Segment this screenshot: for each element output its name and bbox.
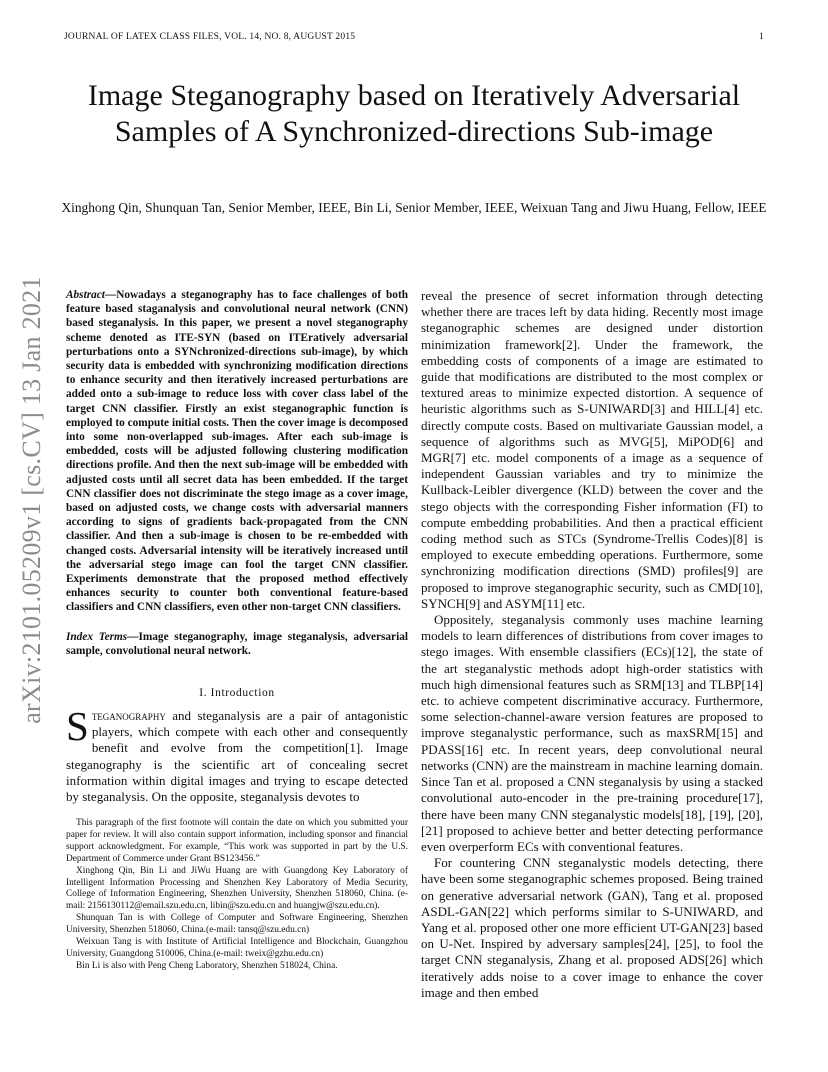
footnote: Xinghong Qin, Bin Li and JiWu Huang are with Guangdong Key Laboratory of Intelligent Information Processing and Shenzhen Key Laboratory of Media Security, College of Information Engineering, Shenzhen University, Shenzhen 518060, China. (e-mail: 2156130112@email.szu.edu.cn, libin@szu.edu.cn and huangjw@szu.edu.cn).: [66, 865, 408, 912]
intro-text: and steganalysis are a pair of antagonistic players, which compete with each other and consequently benefit and evolve from the competition[1]. Image steganography is the scientific art of concealing secret information within digital images and trying to escape detected by steganalysis. On the opposite, steganalysis devotes to: [66, 708, 408, 805]
footnote: Weixuan Tang is with Institute of Artificial Intelligence and Blockchain, Guangzhou University, Guangdong 510006, China.(e-mail: tweix@gzhu.edu.cn): [66, 937, 408, 959]
arxiv-stamp: [12, 276, 52, 724]
author-list: Xinghong Qin, Shunquan Tan, Senior Member, IEEE, Bin Li, Senior Member, IEEE, Weixuan Tang and Jiwu Huang, Fellow, IEEE: [61, 200, 767, 215]
page-number: 1: [759, 32, 764, 42]
body-paragraph: reveal the presence of secret information through detecting whether there are traces left by data hiding. Recently most image steganographic schemes are designed under distortion minimization framework[2]. Under the framework, the embedding costs of components of a image are estimated to guide that modifications are distributed to the most complex or textured areas to minimize expected distortion. A sequence of heuristic algorithms such as S-UNIWARD[3] and HILL[4] etc. directly compute costs. Based on multivariate Gaussian model, a sequence of algorithms such as MVG[5], MiPOD[6] and MGR[7] etc. model components of a image as a sequence of independent Gaussian variables and try to minimize the Kullback-Leibler divergence (KLD) between the cover and the stego objects with the corresponding Fisher information (FI) to compute embedding probabilities. And then a practical efficient coding method such as STCs (Syndrome-Trellis Codes)[8] is employed to execute embedding operations. Furthermore, some synchronizing modification directions (SMD) profiles[9] are proposed to improve steganographic security, such as CMD[10], SYNCH[9] and ASYM[11] etc.: [421, 288, 763, 611]
index-terms-label: Index Terms: [66, 631, 128, 643]
drop-cap: S: [66, 703, 89, 749]
body-paragraph: For countering CNN steganalystic models detecting, there have been some steganographic schemes proposed. Being trained on generative adversarial network (GAN), Tang et al. proposed ASDL-GAN[22] which performs similar to S-UNIWARD, and Yang et al. proposed other one more efficient UT-GAN[23] based on U-Net. Inspired by adversary samples[24], [25], to fool the target CNN steganalysis, Zhang et al. proposed ADS[26] which iteratively adds noise to a cover image to enhance the cover image and then embed: [421, 855, 763, 1000]
index-terms-text: —Image steganography, image steganalysis, adversarial sample, convolutional neural network.: [66, 631, 408, 658]
intro-caps-word: teganography: [91, 708, 166, 723]
section-heading-introduction: I. Introduction: [199, 687, 275, 699]
footnotes: [66, 818, 408, 973]
arxiv-identifier: arXiv:2101.05209v1 [cs.CV] 13 Jan 2021: [17, 276, 46, 724]
index-terms: [66, 630, 408, 658]
body-paragraph: Oppositely, steganalysis commonly uses machine learning models to learn differences of distributions from cover images to stego images. With ensemble classifiers (ECs)[12], the state of the art steganalystic methods adopt high-order statistics with much high dimensional features such as SRM[13] and TLBP[14] etc. to achieve competent discriminative accuracy. Furthermore, some selection-channel-aware version features are proposed to improve steganalystic performance, such as maxSRM[15] and PDASS[16] etc. In recent years, deep convolutional neural networks (CNN) are the mainstream in machine learning domain. Since Tan et al. proposed a CNN steganalysis by using a stacked convolutional auto-encoder in the pre-training procedure[17], there have been many CNN steganalystic models[18], [19], [20], [21] proposed to achieve better and better detecting performance even overperform ECs with conventional features.: [421, 612, 763, 854]
abstract-text: —Nowadays a steganography has to face challenges of both feature based staganalysis and convolutional neural network (CNN) based steganalysis. In this paper, we present a novel steganography scheme denoted as ITE-SYN (based on ITEratively adversarial perturbations onto a SYNchronized-directions sub-image), by which security data is embedded with synchronizing modification directions to enhance security and then iteratively increased perturbations are added onto a sub-image to reduce loss with cover class label of the target CNN classifier. Firstly an exist steganographic function is employed to compute initial costs. Then the cover image is decomposed into some non-overlapped sub-images. After each sub-image is embedded, costs will be adjusted following clustering modification directions profile. And then the next sub-image will be embedded with adjusted costs until all secret data has been embedded. If the target CNN classifier does not discriminate the stego image as a cover image, based on adjusted costs, we change costs with adversarial manners according to signs of gradients back-propagated from the CNN classifier. And then a sub-image is chosen to be re-embedded with changed costs. Adversarial intensity will be iteratively increased until the adversarial stego image can fool the target CNN classifier. Experiments demonstrate that the proposed method effectively enhances security to counter both conventional feature-based classifiers and CNN classifiers, even other non-target CNN classifiers.: [66, 289, 408, 614]
footnote: Bin Li is also with Peng Cheng Laboratory, Shenzhen 518024, China.: [76, 960, 338, 971]
paper-title: Image Steganography based on Iteratively Adversarial Samples of A Synchronized-directions Sub-image: [87, 79, 741, 148]
abstract: [66, 288, 408, 615]
introduction-paragraph: [66, 703, 408, 805]
abstract-label: Abstract: [66, 289, 105, 301]
running-header: [64, 32, 764, 42]
journal-name: JOURNAL OF LATEX CLASS FILES, VOL. 14, NO. 8, AUGUST 2015: [64, 32, 356, 42]
right-column: [421, 288, 763, 1001]
footnote: This paragraph of the first footnote will contain the date on which you submitted your paper for review. It will also contain support information, including sponsor and financial support acknowledgment. For example, “This work was supported in part by the U.S. Department of Commerce under Grant BS123456.”: [66, 818, 408, 864]
footnote: Shunquan Tan is with College of Computer and Software Engineering, Shenzhen University, Shenzhen 518060, China.(e-mail: tansq@szu.edu.cn): [66, 913, 408, 936]
